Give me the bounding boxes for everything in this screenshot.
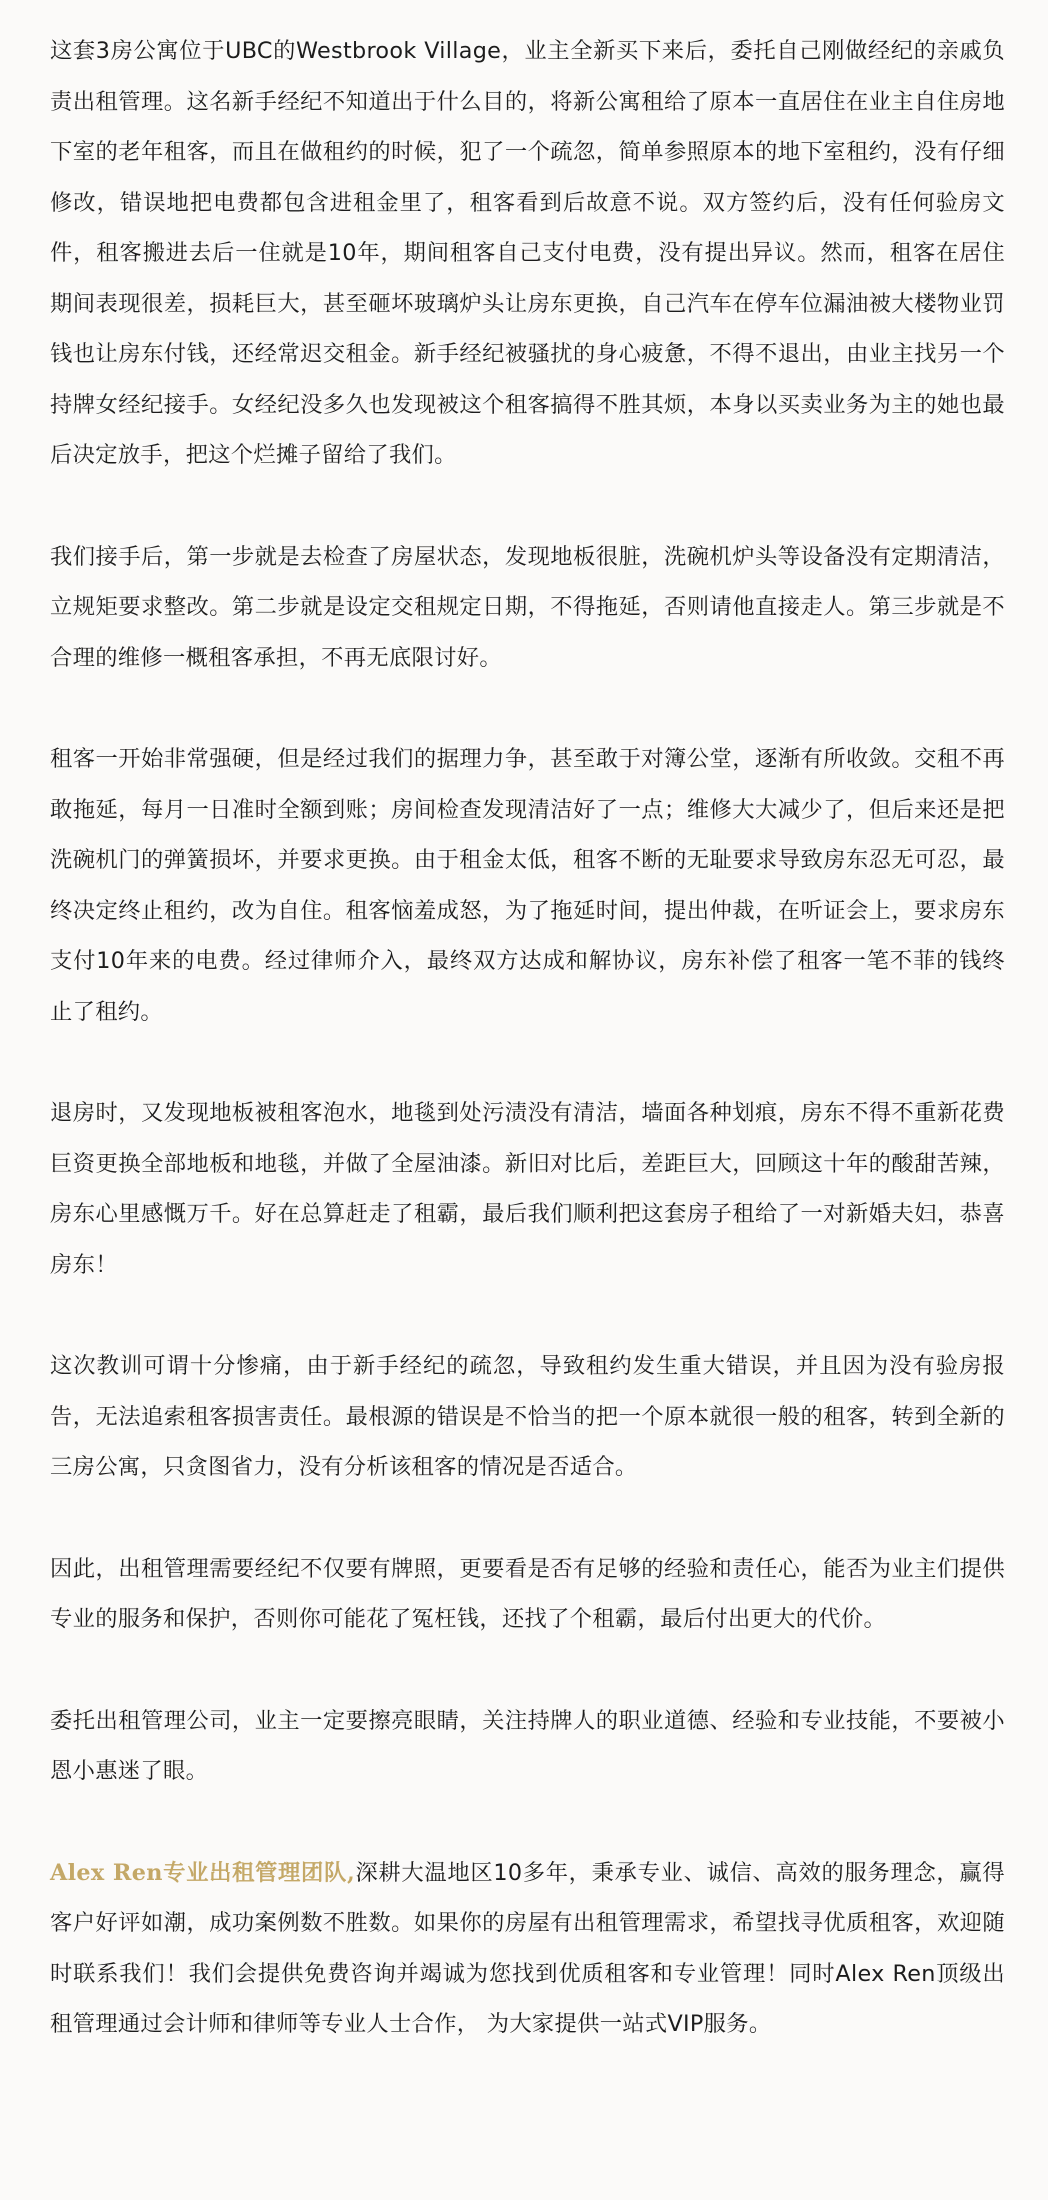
paragraph-background: 这套3房公寓位于UBC的Westbrook Village，业主全新买下来后，委托自己刚做经纪的亲戚负责出租管理。这名新手经纪不知道出于什么目的，将新公寓租给了原本一直居住在业主自住房地下室的老年租客，而且在做租约的时候，犯了一个疏忽，简单参照原本的地下室租约，没有仔细修改，错误地把电费都包含进租金里了，租客看到后故意不说。双方签约后，没有任何验房文件，租客搬进去后一住就是10年，期间租客自己支付电费，没有提出异议。然而，租客在居住期间表现很差，损耗巨大，甚至砸坏玻璃炉头让房东更换，自己汽车在停车位漏油被大楼物业罚钱也让房东付钱，还经常迟交租金。新手经纪被骚扰的身心疲惫，不得不退出，由业主找另一个持牌女经纪接手。女经纪没多久也发现被这个租客搞得不胜其烦，本身以买卖业务为主的她也最后决定放手，把这个烂摊子留给了我们。 <box>50 38 1005 468</box>
paragraph-spacer <box>50 481 1005 532</box>
paragraph-spacer <box>50 1493 1005 1544</box>
closing-text: 深耕大温地区10多年，秉承专业、诚信、高效的服务理念，赢得客户好评如潮，成功案例数不胜数。如果你的房屋有出租管理需求，希望找寻优质租客，欢迎随时联系我们！我们会提供免费咨询并竭诚为您找到优质租客和专业管理！同时Alex Ren顶级出租管理通过会计师和律师等专业人士合作， 为大家提供一站式VIP服务。 <box>50 1859 1005 2037</box>
paragraph-spacer <box>50 1037 1005 1088</box>
article-body <box>50 26 1005 2050</box>
paragraph-conclusion: 因此，出租管理需要经纪不仅要有牌照，更要看是否有足够的经验和责任心，能否为业主们提供专业的服务和保护，否则你可能花了冤枉钱，还找了个租霸，最后付出更大的代价。 <box>50 1555 1005 1632</box>
paragraph-tenant-dispute: 租客一开始非常强硬，但是经过我们的据理力争，甚至敢于对簿公堂，逐渐有所收敛。交租不再敢拖延，每月一日准时全额到账；房间检查发现清洁好了一点；维修大大减少了，但后来还是把洗碗机门的弹簧损坏，并要求更换。由于租金太低，租客不断的无耻要求导致房东忍无可忍，最终决定终止租约，改为自住。租客恼羞成怒，为了拖延时间，提出仲裁，在听证会上，要求房东支付10年来的电费。经过律师介入，最终双方达成和解协议，房东补偿了租客一笔不菲的钱终止了租约。 <box>50 746 1005 1025</box>
paragraph-advice: 委托出租管理公司，业主一定要擦亮眼睛，关注持牌人的职业道德、经验和专业技能，不要被小恩小惠迷了眼。 <box>50 1707 1005 1784</box>
paragraph-lesson: 这次教训可谓十分惨痛，由于新手经纪的疏忽，导致租约发生重大错误，并且因为没有验房报告，无法追索租客损害责任。最根源的错误是不恰当的把一个原本就很一般的租客，转到全新的三房公寓，只贪图省力，没有分析该租客的情况是否适合。 <box>50 1353 1005 1480</box>
paragraph-spacer <box>50 1290 1005 1341</box>
paragraph-closing <box>50 1848 1005 2050</box>
paragraph-spacer <box>50 1645 1005 1696</box>
paragraph-takeover-steps: 我们接手后，第一步就是去检查了房屋状态，发现地板很脏，洗碗机炉头等设备没有定期清洁，立规矩要求整改。第二步就是设定交租规定日期，不得拖延，否则请他直接走人。第三步就是不合理的维修一概租客承担，不再无底限讨好。 <box>50 543 1005 671</box>
paragraph-move-out: 退房时，又发现地板被租客泡水，地毯到处污渍没有清洁，墙面各种划痕，房东不得不重新花费巨资更换全部地板和地毯，并做了全屋油漆。新旧对比后，差距巨大，回顾这十年的酸甜苦辣，房东心里感慨万千。好在总算赶走了租霸，最后我们顺利把这套房子租给了一对新婚夫妇，恭喜房东！ <box>50 1100 1005 1278</box>
paragraph-spacer <box>50 1797 1005 1848</box>
brand-team-name: Alex Ren专业出租管理团队, <box>50 1859 356 1886</box>
paragraph-spacer <box>50 683 1005 734</box>
